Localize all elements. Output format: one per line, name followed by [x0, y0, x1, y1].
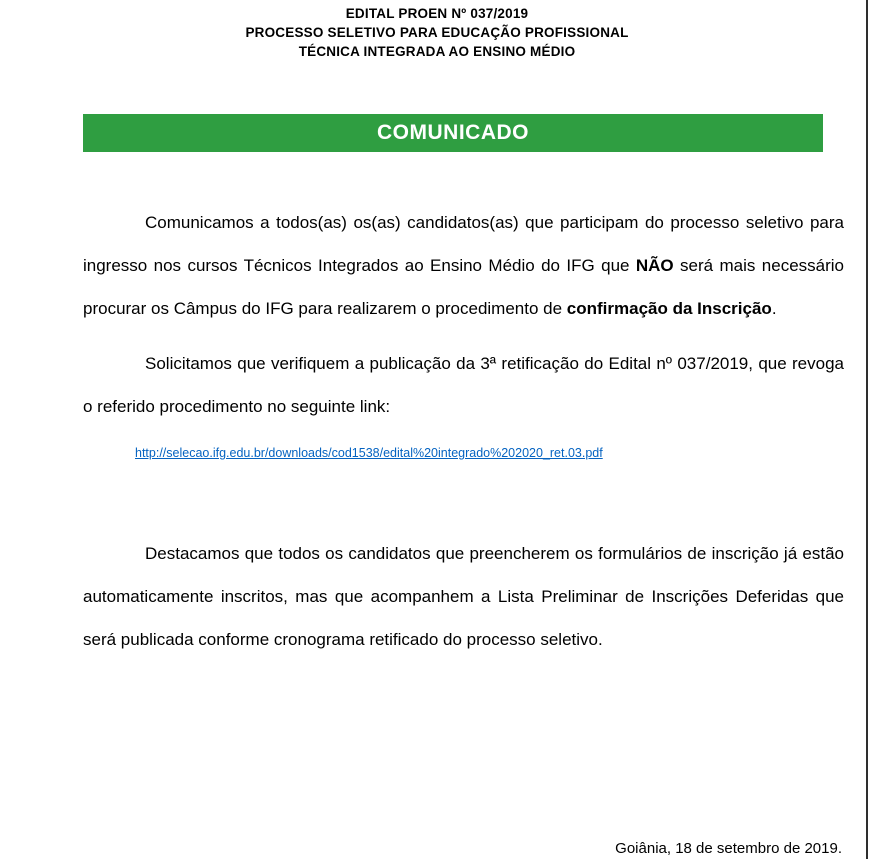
link-line: [83, 444, 844, 462]
comunicado-banner: [83, 114, 823, 152]
comunicado-banner-title: COMUNICADO: [377, 121, 529, 144]
edital-header-line-2: PROCESSO SELETIVO PARA EDUCAÇÃO PROFISSIONAL: [245, 25, 629, 40]
paragraph-segment: será mais necessário procurar os Câmpus do IFG para realizarem o procedimento de: [83, 256, 844, 318]
edital-pdf-link[interactable]: http://selecao.ifg.edu.br/downloads/cod1538/edital%20integrado%202020_ret.03.pdf: [135, 446, 603, 460]
paragraph-segment: .: [771, 299, 777, 318]
page-edge-line: [866, 0, 868, 859]
paragraph-confirmacao: [83, 201, 844, 330]
edital-header: [0, 0, 874, 61]
paragraph-retificacao: Solicitamos que verifiquem a publicação da 3ª retificação do Edital nº 037/2019, que revoga o referido procedimento no seguinte link:: [83, 354, 844, 416]
edital-header-line-3: TÉCNICA INTEGRADA AO ENSINO MÉDIO: [298, 44, 576, 59]
paragraph-segment-bold-confirmacao: confirmação da Inscrição: [566, 299, 772, 318]
document-body: [83, 201, 844, 661]
date-line: Goiânia, 18 de setembro de 2019.: [615, 840, 842, 857]
paragraph-lista-preliminar: Destacamos que todos os candidatos que preencherem os formulários de inscrição já estão automaticamente inscritos, mas que acompanhem a Lista Preliminar de Inscrições Deferidas que será publicada conforme cronograma retificado do processo seletivo.: [83, 544, 844, 649]
paragraph-segment-bold-nao: NÃO: [635, 256, 674, 275]
paragraph-segment: Comunicamos a todos(as) os(as) candidatos(as) que participam do processo seletivo para ingresso nos cursos Técnicos Integrados ao Ensino Médio do IFG que: [83, 213, 844, 275]
edital-header-line-1: EDITAL PROEN Nº 037/2019: [345, 6, 529, 21]
